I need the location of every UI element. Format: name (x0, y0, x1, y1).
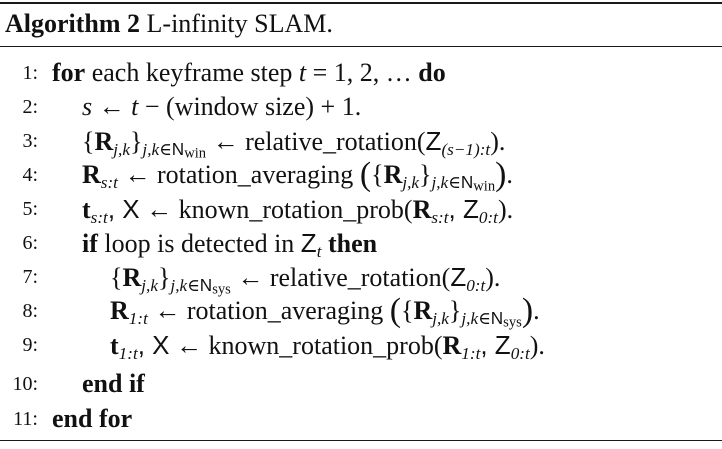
line-code: $R_{s:t}$ ← rotation_averaging $(\{R_{j,k}\}_{j,k\in N_{win}})$. (82, 156, 513, 195)
text: loop is detected in (97, 229, 301, 258)
math-R: R (94, 127, 114, 156)
math-R: R (122, 263, 142, 292)
line-number: 9: (22, 334, 38, 356)
math-Z: , Z (448, 194, 479, 224)
math-Z: , Z (480, 330, 511, 360)
math-Z: Z (300, 228, 317, 258)
set-symbol: N (490, 307, 504, 328)
line-code (110, 328, 545, 363)
set-symbol: N (199, 274, 213, 295)
math-R: R (383, 160, 403, 189)
bottom-rule (0, 440, 722, 441)
line-number: 11: (13, 408, 38, 430)
text: ). (497, 195, 514, 224)
text: = 1, 2, … (306, 58, 419, 87)
text: each keyframe step (91, 58, 293, 87)
math-Z: Z (425, 126, 442, 156)
subscript: 0:t (478, 207, 498, 227)
keyword: end if (82, 369, 145, 398)
algorithm-caption (5, 8, 333, 40)
math-R: R (110, 296, 129, 325)
function: ← known_rotation_prob( (139, 195, 413, 224)
subscript: j,k∈ (431, 172, 461, 192)
line-code (52, 56, 446, 90)
keyword: end for (52, 404, 133, 433)
line-number: 10: (12, 373, 38, 395)
var: t (298, 58, 307, 87)
subscript: s:t (431, 207, 449, 227)
text: . (533, 296, 540, 325)
function: ← relative_rotation( (206, 127, 426, 156)
text: ). (529, 331, 545, 360)
subscript: win (473, 178, 496, 195)
math-X: , X (137, 330, 170, 360)
var: s (82, 92, 93, 121)
text: ). (490, 127, 506, 156)
function: ← rotation_averaging (117, 160, 360, 189)
function: ← rotation_averaging (147, 296, 390, 325)
text: . (506, 160, 513, 189)
keyword: do (418, 58, 446, 87)
caption-label: Algorithm 2 (5, 9, 141, 38)
math-R: R (413, 296, 433, 325)
subscript: j,k (113, 139, 130, 159)
set-symbol: N (171, 138, 185, 159)
line-number: 2: (22, 96, 38, 118)
subscript: sys (503, 314, 522, 331)
line-number: 7: (22, 266, 38, 288)
keyword: if (82, 229, 98, 258)
var: t (131, 92, 139, 121)
line-number: 4: (22, 164, 38, 186)
subscript: j,k (432, 308, 449, 328)
keyword: for (52, 58, 86, 87)
function: ← known_rotation_prob( (169, 331, 443, 360)
math-R: R (412, 195, 432, 224)
subscript: s:t (100, 172, 118, 192)
subscript: 1:t (128, 308, 148, 328)
math-t: t (110, 331, 119, 360)
subscript: win (184, 145, 207, 162)
subscript: j,k∈ (170, 275, 200, 295)
math-R: R (442, 331, 462, 360)
math-t: t (82, 195, 91, 224)
line-number: 5: (22, 198, 38, 220)
subscript: sys (212, 281, 231, 298)
subscript: j,k∈ (142, 139, 172, 159)
line-number: 3: (22, 130, 38, 152)
line-code: $R_{1:t}$ ← rotation_averaging $(\{R_{j,k}\}_{j,k\in N_{sys}})$. (110, 292, 540, 331)
subscript: 0:t (466, 275, 486, 295)
subscript: s:t (90, 207, 108, 227)
line-number: 1: (22, 62, 38, 84)
subscript: j,k (402, 172, 420, 192)
caption-rule (0, 46, 722, 47)
line-code: $\{R_{j,k}\}_{j,k\in N_{win}}$ ← $relative\_rotation(Z_{(s-1):t})$. (82, 126, 506, 162)
math-R: R (82, 160, 101, 189)
text: ← (92, 92, 132, 121)
top-rule (0, 2, 722, 4)
set-symbol: N (460, 171, 474, 192)
subscript: j,k (141, 275, 158, 295)
line-number: 6: (22, 232, 38, 254)
keyword: then (321, 229, 378, 258)
line-code (82, 192, 513, 227)
subscript: 1:t (461, 343, 481, 363)
subscript: t (316, 241, 322, 261)
subscript: 1:t (118, 343, 138, 363)
line-code: $\{R_{j,k}\}_{j,k\in N_{sys}}$ ← $relative\_rotation(Z_{0:t})$. (110, 262, 501, 298)
math-Z: Z (450, 262, 467, 292)
caption-title: L-infinity SLAM. (146, 9, 333, 38)
math-X: , X (107, 194, 140, 224)
subscript: 0:t (510, 343, 530, 363)
line-code (82, 226, 377, 261)
subscript: (s−1):t (441, 139, 491, 159)
function: ← relative_rotation( (230, 263, 451, 292)
text: ). (485, 263, 501, 292)
subscript: j,k∈ (461, 308, 491, 328)
text: − (window size) + 1. (138, 92, 362, 121)
line-number: 8: (22, 300, 38, 322)
line-code (82, 90, 361, 124)
